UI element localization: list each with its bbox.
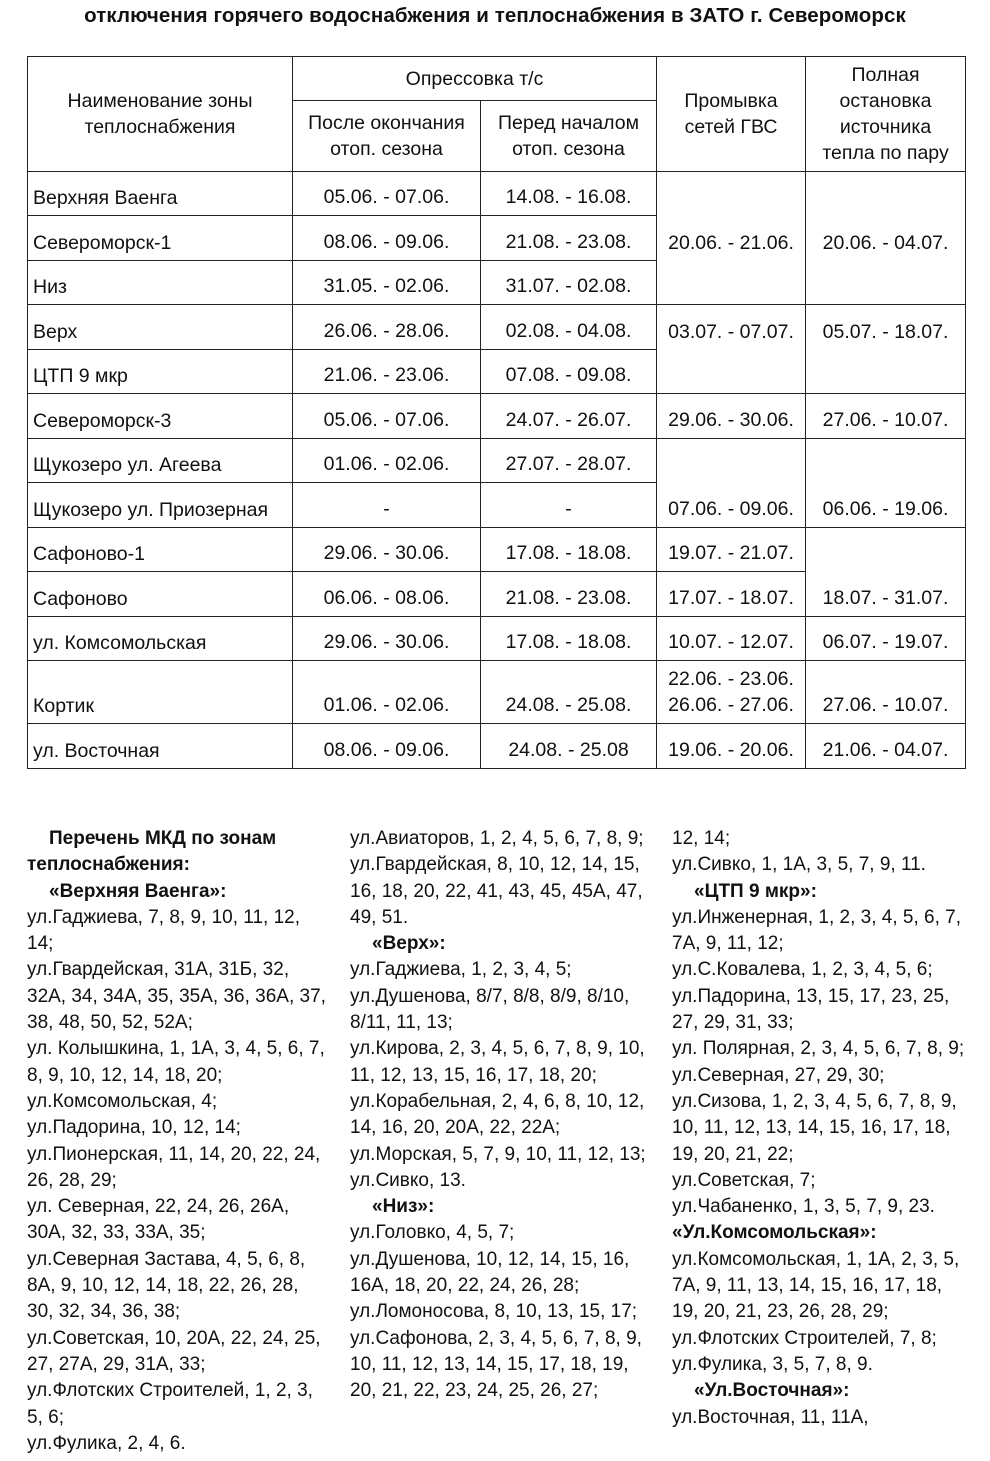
stop-value: 05.07. - 18.07. <box>806 305 966 350</box>
list-item: ул.Падорина, 13, 15, 17, 23, 25, 27, 29, 31, 33; <box>672 985 950 1034</box>
list-item: ул.Восточная, 11, 11А, <box>672 1406 869 1428</box>
schedule-table <box>27 56 966 769</box>
list-item: ул.Северная Застава, 4, 5, 6, 8, 8А, 9, 10, 12, 14, 18, 22, 26, 28, 30, 32, 34, 36, 38; <box>27 1248 306 1323</box>
stop-value: 21.06. - 04.07. <box>806 724 966 769</box>
flush-value: 29.06. - 30.06. <box>657 394 806 439</box>
header-flush: Промывка сетей ГВС <box>657 57 806 172</box>
zone-heading: «Ул.Восточная»: <box>694 1380 850 1402</box>
table-row: Низ 31.05. - 02.06. 31.07. - 02.08. <box>28 261 966 305</box>
stop-value: 20.06. - 04.07. <box>806 216 966 261</box>
list-item: ул.Комсомольская, 4; <box>27 1090 218 1112</box>
header-zone: Наименование зоны теплоснабжения <box>28 57 293 172</box>
table-row: Верх 26.06. - 28.06. 02.08. - 04.08. 03.07. - 07.07. 05.07. - 18.07. <box>28 305 966 350</box>
table-row: Сафоново 06.06. - 08.06. 21.08. - 23.08. 17.07. - 18.07. 18.07. - 31.07. <box>28 572 966 617</box>
list-item: ул.Сивко, 1, 1А, 3, 5, 7, 9, 11. <box>672 854 926 876</box>
list-item: ул.Морская, 5, 7, 9, 10, 11, 12, 13; ул.Сивко, 13. <box>350 1143 646 1191</box>
table-row: Щукозеро ул. Приозерная - - 07.06. - 09.06. 06.06. - 19.06. <box>28 483 966 528</box>
list-item: ул.Кирова, 2, 3, 4, 5, 6, 7, 8, 9, 10, 11, 12, 13, 15, 16, 17, 18, 20; <box>350 1038 645 1086</box>
flush-value: 17.07. - 18.07. <box>657 572 806 617</box>
list-item: ул.Инженерная, 1, 2, 3, 4, 5, 6, 7, 7А, 9, 11, 12; <box>672 906 961 955</box>
list-item: ул. Полярная, 2, 3, 4, 5, 6, 7, 8, 9; <box>672 1038 965 1060</box>
header-before-season: Перед началом отоп. сезона <box>481 101 657 172</box>
list-item: ул.Ломоносова, 8, 10, 13, 15, 17; <box>350 1301 638 1323</box>
table-row: Верхняя Ваенга 05.06. - 07.06. 14.08. - 16.08. <box>28 172 966 216</box>
flush-value: 20.06. - 21.06. <box>657 216 806 261</box>
table-row: ул. Восточная 08.06. - 09.06. 24.08. - 25.08 19.06. - 20.06. 21.06. - 04.07. <box>28 724 966 769</box>
building-list-column-2 <box>350 826 650 1405</box>
zone-heading: Перечень МКД по зонам <box>49 828 277 849</box>
list-item: ул.Чабаненко, 1, 3, 5, 7, 9, 23. <box>672 1196 935 1218</box>
list-item: ул.Гвардейская, 31А, 31Б, 32, 32А, 34, 34А, 35, 35А, 36, 36А, 37, 38, 48, 50, 52, 52А; <box>27 959 326 1034</box>
stop-value: 06.07. - 19.07. <box>806 617 966 661</box>
flush-value: 07.06. - 09.06. <box>657 483 806 528</box>
stop-value: 06.06. - 19.06. <box>806 483 966 528</box>
list-item: ул.Фулика, 2, 4, 6. <box>27 1432 186 1454</box>
header-pressure: Опрессовка т/с <box>293 57 657 101</box>
table-row: Североморск-1 08.06. - 09.06. 21.08. - 23.08. 20.06. - 21.06. 20.06. - 04.07. <box>28 216 966 261</box>
list-item: ул.Флотских Строителей, 7, 8; <box>672 1327 937 1349</box>
list-item: ул.Падорина, 10, 12, 14; <box>27 1117 241 1139</box>
list-item: ул.Гаджиева, 1, 2, 3, 4, 5; <box>350 959 572 981</box>
zone-heading: «Ул.Комсомольская»: <box>672 1222 877 1244</box>
flush-value: 22.06. - 23.06. 26.06. - 27.06. <box>657 661 806 724</box>
list-item: ул.Гвардейская, 8, 10, 12, 14, 15, 16, 18, 20, 22, 41, 43, 45, 45А, 47, 49, 51. <box>350 854 643 928</box>
table-row: ЦТП 9 мкр 21.06. - 23.06. 07.08. - 09.08. <box>28 350 966 394</box>
document-title: отключения горячего водоснабжения и теплоснабжения в ЗАТО г. Североморск <box>84 4 906 27</box>
list-item: ул. Северная, 22, 24, 26, 26А, 30А, 32, 33, 33А, 35; <box>27 1196 290 1244</box>
header-after-season: После окончания отоп. сезона <box>293 101 481 172</box>
list-item: ул.Авиаторов, 1, 2, 4, 5, 6, 7, 8, 9; <box>350 828 644 849</box>
stop-value: 18.07. - 31.07. <box>806 572 966 617</box>
list-item: ул.Советская, 10, 20А, 22, 24, 25, 27, 27А, 29, 31А, 33; <box>27 1327 321 1375</box>
stop-value: 27.06. - 10.07. <box>806 661 966 724</box>
table-row: Североморск-3 05.06. - 07.06. 24.07. - 26.07. 29.06. - 30.06. 27.06. - 10.07. <box>28 394 966 439</box>
list-item: ул.Флотских Строителей, 1, 2, 3, 5, 6; <box>27 1380 313 1428</box>
list-item: ул. Колышкина, 1, 1А, 3, 4, 5, 6, 7, 8, 9, 10, 12, 14, 18, 20; <box>27 1038 325 1086</box>
flush-value: 03.07. - 07.07. <box>657 305 806 350</box>
list-item: ул.Северная, 27, 29, 30; <box>672 1064 885 1086</box>
list-item: ул.Фулика, 3, 5, 7, 8, 9. <box>672 1353 873 1375</box>
zone-heading: «Верх»: <box>372 933 446 955</box>
list-heading: теплоснабжения: <box>27 854 190 876</box>
table-row: ул. Комсомольская 29.06. - 30.06. 17.08. - 18.08. 10.07. - 12.07. 06.07. - 19.07. <box>28 617 966 661</box>
zone-heading: «Низ»: <box>372 1196 435 1218</box>
list-item: ул.Душенова, 10, 12, 14, 15, 16, 16А, 18, 20, 22, 24, 26, 28; <box>350 1248 630 1297</box>
list-item: ул.Советская, 7; <box>672 1169 816 1191</box>
table-row: Щукозеро ул. Агеева 01.06. - 02.06. 27.07. - 28.07. <box>28 439 966 483</box>
zone-heading: «Верхняя Ваенга»: <box>49 880 227 902</box>
list-item: «Ул.Комсомольская»: ул.Комсомольская, 1, 1А, 2, 3, 5, 7А, 9, 11, 13, 14, 15, 16, 17, 18, 19, 20, 21, 23, 26, 28, 29; <box>672 1222 960 1323</box>
list-item: ул.Головко, 4, 5, 7; <box>350 1222 515 1244</box>
flush-value: 19.07. - 21.07. <box>657 528 806 572</box>
stop-value: 27.06. - 10.07. <box>806 394 966 439</box>
table-row: Кортик 01.06. - 02.06. 24.08. - 25.08. 22.06. - 23.06. 26.06. - 27.06. 27.06. - 10.07. <box>28 661 966 724</box>
building-list-column-1 <box>27 826 327 1457</box>
list-item: ул.Сизова, 1, 2, 3, 4, 5, 6, 7, 8, 9, 10, 11, 12, 13, 14, 15, 16, 17, 18, 19, 20, 21, 22; <box>672 1090 957 1165</box>
list-item: ул.Душенова, 8/7, 8/8, 8/9, 8/10, 8/11, 11, 13; <box>350 985 630 1034</box>
table-row: Сафоново-1 29.06. - 30.06. 17.08. - 18.08. 19.07. - 21.07. <box>28 528 966 572</box>
zone-heading: «ЦТП 9 мкр»: <box>694 880 817 902</box>
list-item: ул.Сафонова, 2, 3, 4, 5, 6, 7, 8, 9, 10, 11, 12, 13, 14, 15, 17, 18, 19, 20, 21, 22, 23, 24, 25, 26, 27; <box>350 1327 642 1402</box>
building-list-column-3 <box>672 826 972 1431</box>
list-item: 12, 14; <box>672 828 731 849</box>
list-item: ул.Гаджиева, 7, 8, 9, 10, 11, 12, 14; <box>27 906 300 955</box>
header-full-stop: Полная остановка источника тепла по пару <box>806 57 966 172</box>
list-item: ул.С.Ковалева, 1, 2, 3, 4, 5, 6; <box>672 959 933 981</box>
list-item: ул.Корабельная, 2, 4, 6, 8, 10, 12, 14, 16, 20, 20А, 22, 22А; <box>350 1090 645 1139</box>
flush-value: 10.07. - 12.07. <box>657 617 806 661</box>
flush-value: 19.06. - 20.06. <box>657 724 806 769</box>
list-item: ул.Пионерская, 11, 14, 20, 22, 24, 26, 28, 29; <box>27 1143 321 1191</box>
